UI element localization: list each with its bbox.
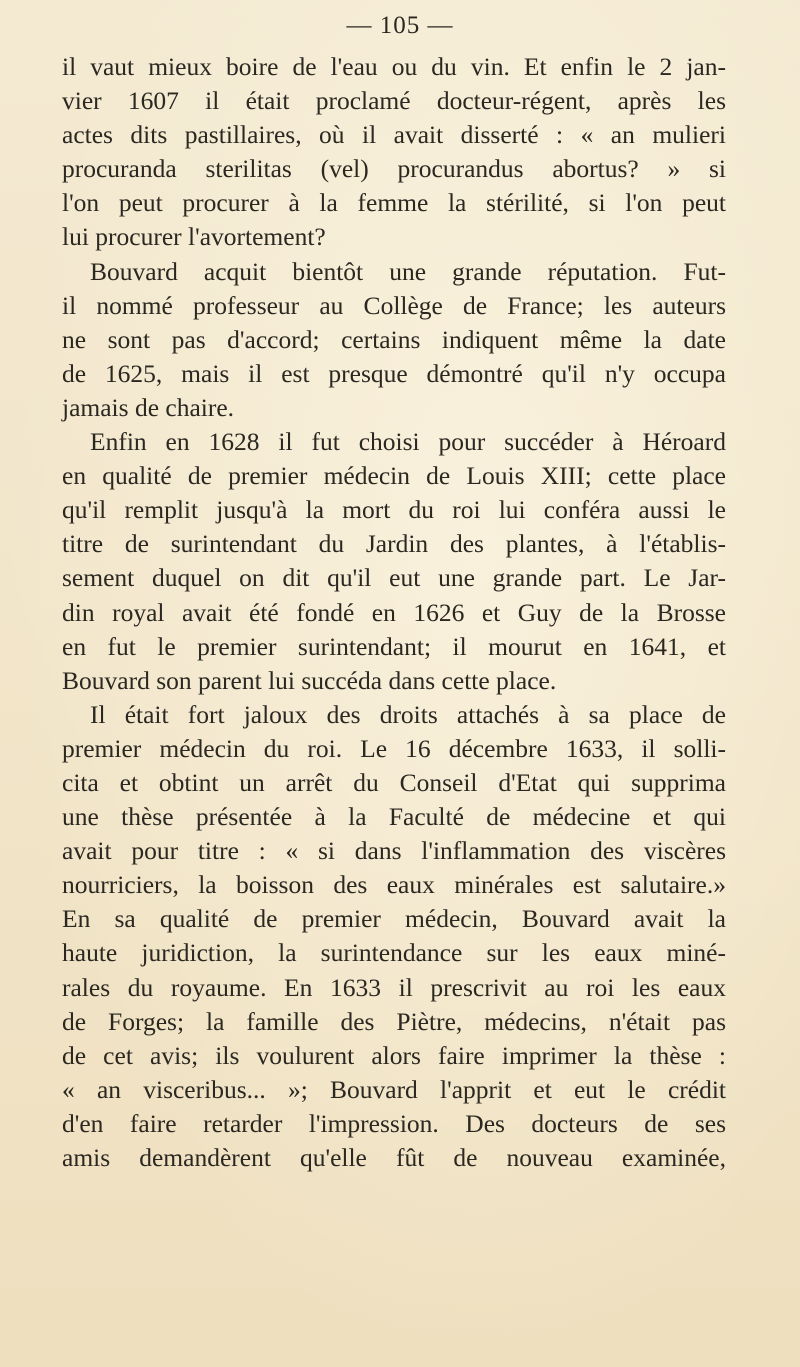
text-line: en fut le premier surintendant; il mourut en 1641, et [62, 631, 726, 661]
text-line: haute juridiction, la surintendance sur les eaux miné- [62, 938, 726, 968]
body-text [62, 50, 726, 1175]
text-line: nourriciers, la boisson des eaux minérales est salutaire.» [62, 870, 726, 900]
text-line: Bouvard acquit bientôt une grande réputation. Fut- [90, 256, 726, 286]
text-line: amis demandèrent qu'elle fût de nouveau examinée, [62, 1143, 726, 1172]
text-line: l'on peut procurer à la femme la stérilité, si l'on peut [62, 188, 726, 218]
text-line: Enfin en 1628 il fut choisi pour succéder à Héroard [90, 427, 726, 457]
text-line: sement duquel on dit qu'il eut une grande part. Le Jar- [62, 563, 726, 593]
text-line: actes dits pastillaires, où il avait disserté : « an mulieri [62, 120, 726, 150]
text-line: d'en faire retarder l'impression. Des docteurs de ses [62, 1108, 726, 1138]
text-line: ne sont pas d'accord; certains indiquent même la date [62, 324, 726, 354]
text-line: « an visceribus... »; Bouvard l'apprit et eut le crédit [62, 1074, 726, 1104]
text-line: il vaut mieux boire de l'eau ou du vin. Et enfin le 2 jan- [62, 52, 726, 81]
text-line: Il était fort jaloux des droits attachés à sa place de [90, 699, 726, 729]
text-line: premier médecin du roi. Le 16 décembre 1633, il solli- [62, 733, 726, 763]
text-line: de cet avis; ils voulurent alors faire imprimer la thèse : [62, 1040, 726, 1070]
text-line: en qualité de premier médecin de Louis XIII; cette place [62, 461, 726, 491]
text-line: il nommé professeur au Collège de France; les auteurs [62, 290, 726, 320]
text-line: titre de surintendant du Jardin des plantes, à l'établis- [62, 529, 726, 559]
text-line: de Forges; la famille des Piètre, médecins, n'était pas [62, 1006, 726, 1036]
text-line: de 1625, mais il est presque démontré qu'il n'y occupa [62, 358, 726, 388]
text-line: jamais de chaire. [62, 392, 235, 422]
text-line: cita et obtint un arrêt du Conseil d'Etat qui supprima [62, 767, 726, 797]
text-line: lui procurer l'avortement? [62, 222, 326, 252]
text-line: rales du royaume. En 1633 il prescrivit au roi les eaux [62, 972, 726, 1002]
text-line: une thèse présentée à la Faculté de médecine et qui [62, 802, 726, 832]
text-line: vier 1607 il était proclamé docteur-régent, après les [62, 86, 726, 116]
text-line: procuranda sterilitas (vel) procurandus abortus? » si [62, 154, 726, 184]
text-line: En sa qualité de premier médecin, Bouvard avait la [62, 904, 726, 934]
text-line: qu'il remplit jusqu'à la mort du roi lui conféra aussi le [62, 495, 726, 525]
text-line: Bouvard son parent lui succéda dans cette place. [62, 665, 557, 695]
page-number: — 105 — [346, 12, 454, 39]
text-line: din royal avait été fondé en 1626 et Guy de la Brosse [62, 597, 726, 627]
text-line: avait pour titre : « si dans l'inflammation des viscères [62, 836, 726, 866]
